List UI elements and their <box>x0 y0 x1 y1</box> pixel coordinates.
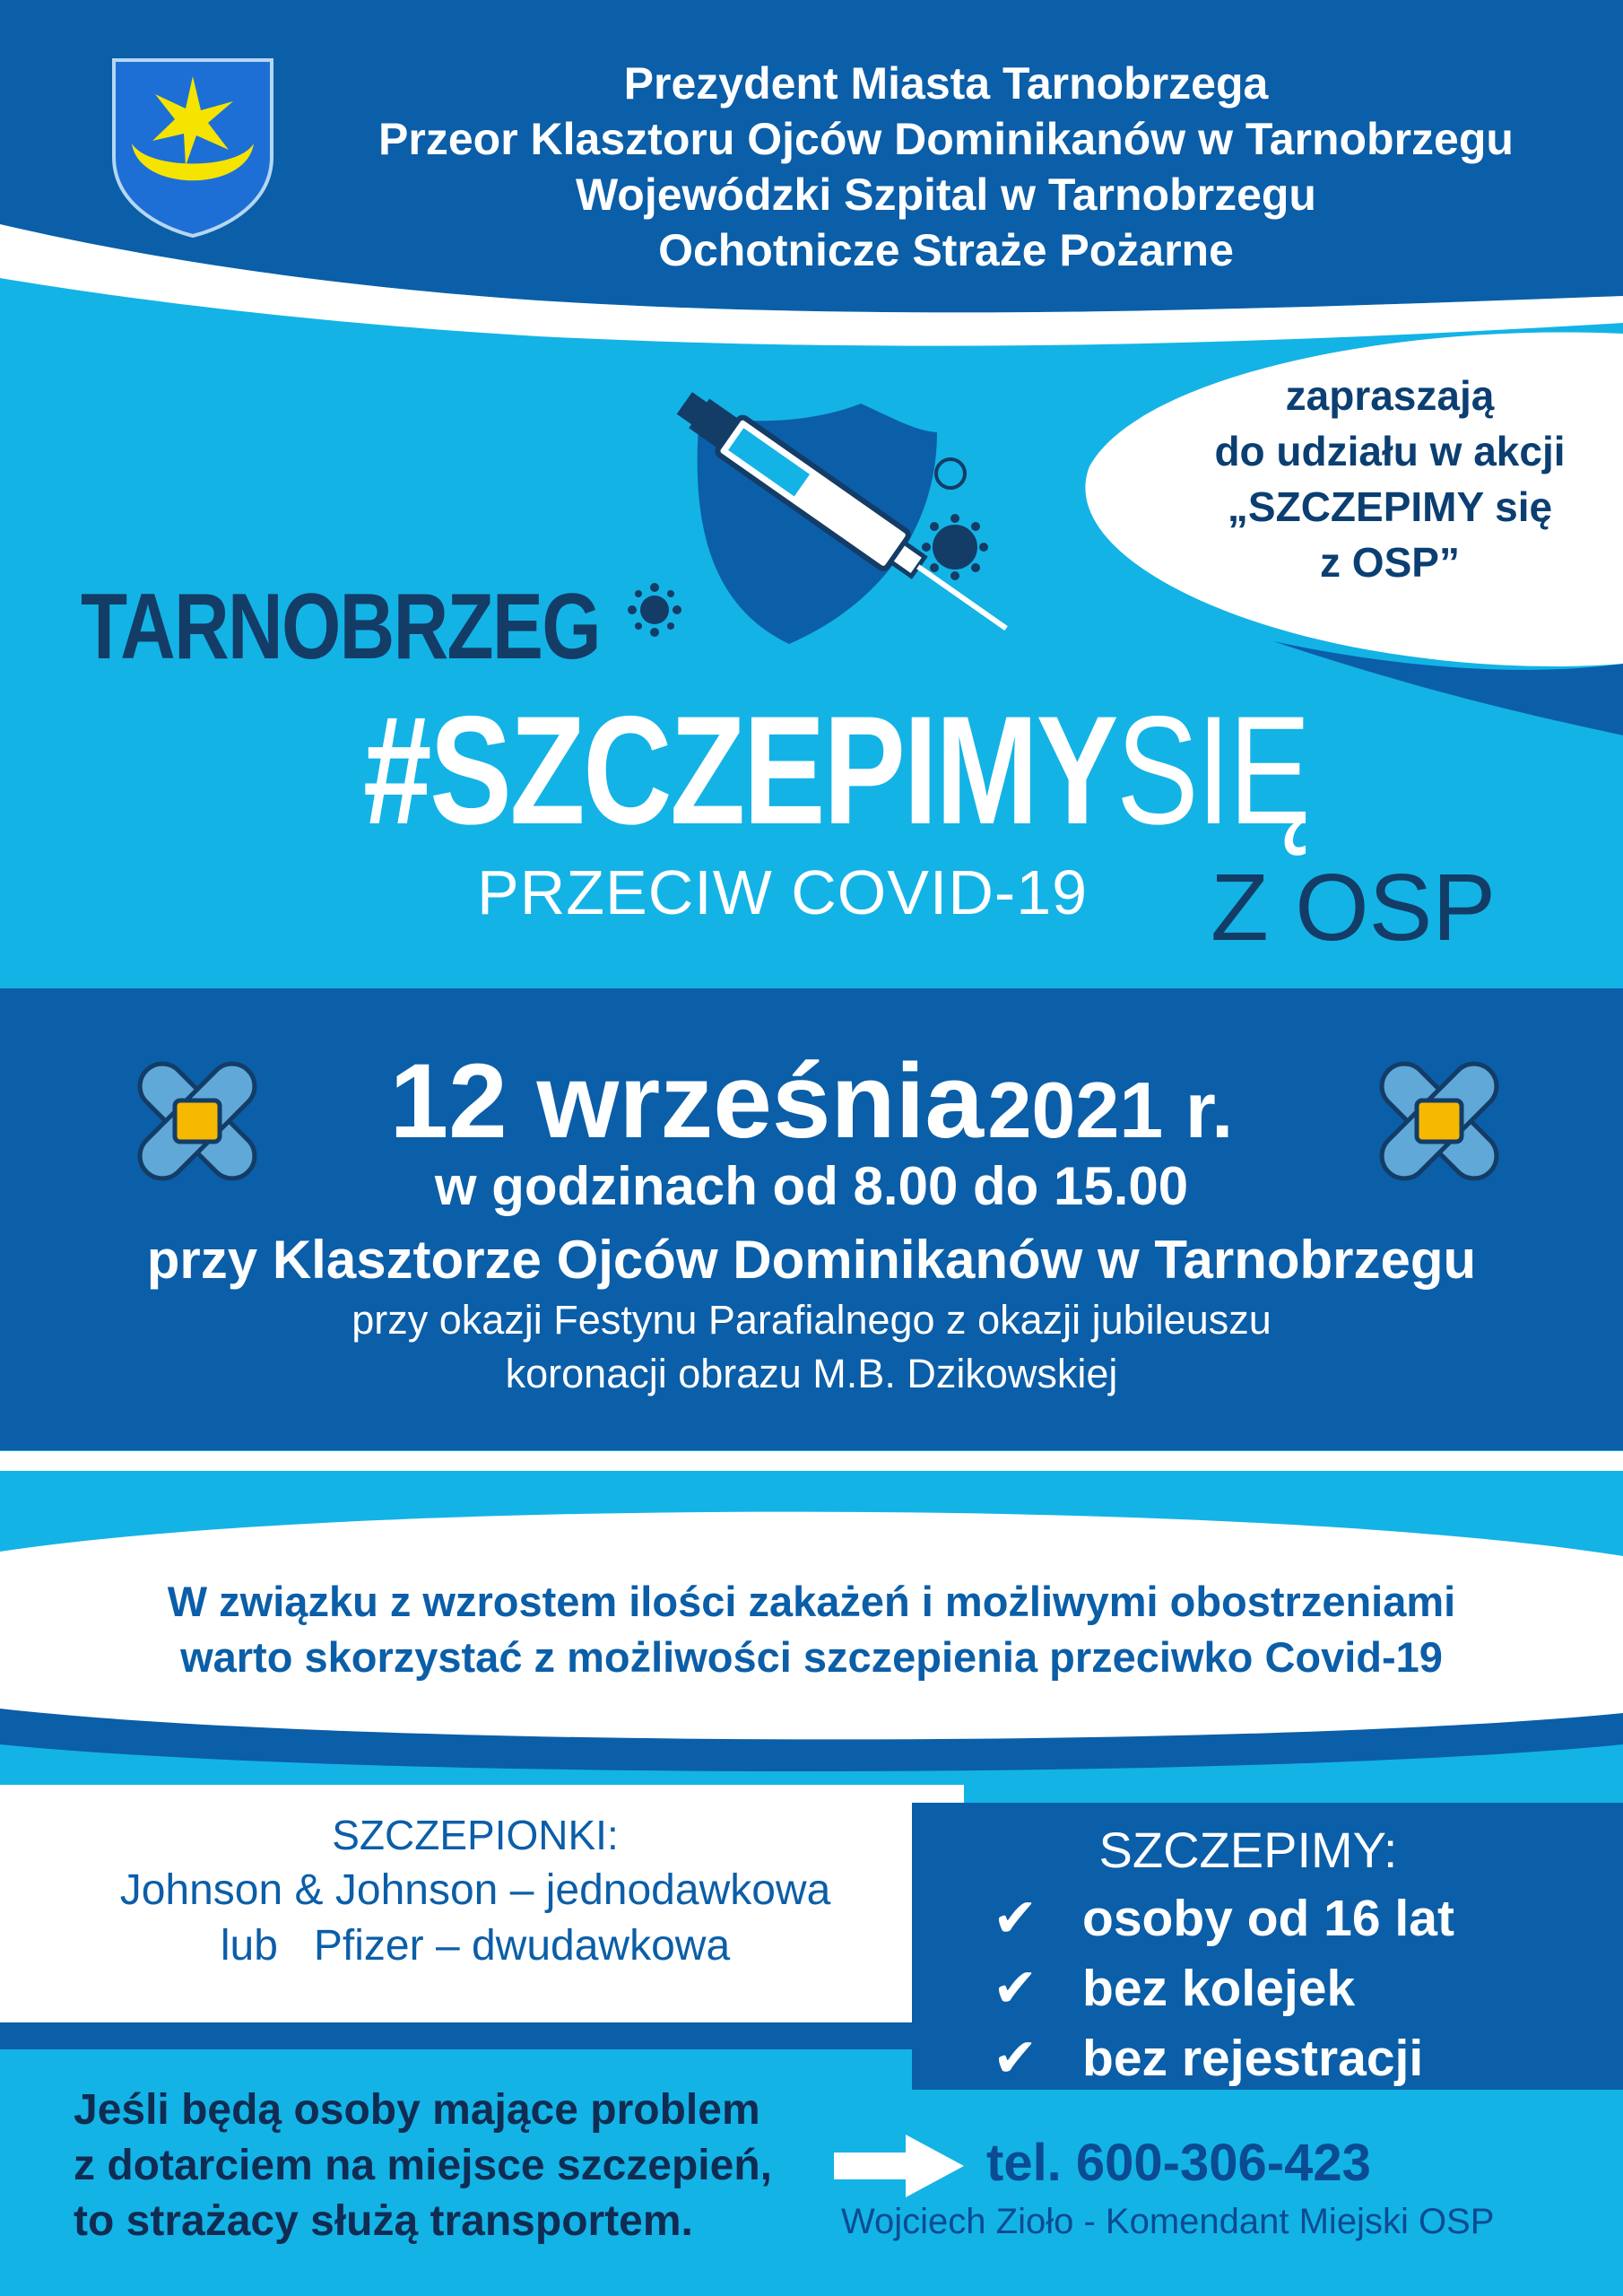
organizer-line: Przeor Klasztoru Ojców Dominikanów w Tarnobrzegu <box>378 114 1514 164</box>
organizer-line: Ochotnicze Straże Pożarne <box>658 225 1234 275</box>
vaccine-option: Johnson & Johnson – jednodawkowa <box>119 1866 831 1914</box>
transport-line: to strażacy służą transportem. <box>74 2197 693 2245</box>
vaccines-or: lub <box>220 1922 278 1970</box>
check-icon: ✔ <box>993 1888 1038 1948</box>
invite-line: do udziału w akcji <box>1214 428 1566 474</box>
vaccine-option: Pfizer – dwudawkowa <box>313 1922 731 1970</box>
title-against: PRZECIW COVID-19 <box>477 857 1089 927</box>
hashtag-thin: SIĘ <box>1115 684 1309 857</box>
title-hashtag <box>363 682 1309 859</box>
virus-icon <box>623 578 686 641</box>
contact-person: Wojciech Zioło - Komendant Miejski OSP <box>841 2202 1495 2241</box>
who-item <box>912 1888 1623 1949</box>
occasion-line: przy okazji Festynu Parafialnego z okazji jubileuszu <box>352 1297 1271 1343</box>
vaccine-option-row <box>54 1918 897 1974</box>
invite-line: „SZCZEPIMY się <box>1227 483 1553 530</box>
organizer-line: Wojewódzki Szpital w Tarnobrzegu <box>576 170 1316 220</box>
who-item-label: bez kolejek <box>1082 1960 1356 2017</box>
occasion-line: koronacji obrazu M.B. Dzikowskiej <box>505 1351 1118 1396</box>
invite-text <box>1112 368 1623 590</box>
invite-line: zapraszają <box>1285 372 1495 419</box>
hashtag-bold: #SZCZEPIMY <box>363 684 1116 857</box>
organizers-list <box>269 56 1623 278</box>
notice-text <box>0 1574 1623 1685</box>
who-item <box>912 2028 1623 2089</box>
event-date <box>0 1040 1623 1162</box>
title-osp: Z OSP <box>1211 855 1497 961</box>
event-occasion <box>0 1293 1623 1401</box>
vaccines-info <box>54 1807 897 1974</box>
event-year: 2021 r. <box>987 1065 1234 1154</box>
who-item-label: bez rejestracji <box>1082 2030 1424 2087</box>
coat-of-arms-icon <box>112 58 273 238</box>
who-item <box>912 1958 1623 2019</box>
who-heading: SZCZEPIMY: <box>1098 1822 1398 1878</box>
who-item-label: osoby od 16 lat <box>1082 1890 1454 1947</box>
notice-line: warto skorzystać z możliwości szczepienia przeciwko Covid-19 <box>180 1633 1443 1681</box>
notice-line: W związku z wzrostem ilości zakażeń i możliwymi obostrzeniami <box>167 1578 1456 1625</box>
check-icon: ✔ <box>993 1958 1038 2018</box>
event-day: 12 września <box>389 1042 984 1161</box>
transport-info <box>74 2083 772 2249</box>
event-hours: w godzinach od 8.00 do 15.00 <box>434 1156 1189 1216</box>
event-venue: przy Klasztorze Ojców Dominikanów w Tarnobrzegu <box>146 1230 1477 1290</box>
who-info <box>912 1821 1623 2089</box>
contact-phone: tel. 600-306-423 <box>986 2134 1371 2192</box>
organizer-line: Prezydent Miasta Tarnobrzega <box>623 58 1269 109</box>
transport-line: z dotarciem na miejsce szczepień, <box>74 2142 772 2189</box>
transport-line: Jeśli będą osoby mające problem <box>74 2086 760 2134</box>
title-city: TARNOBRZEG <box>81 575 600 679</box>
vaccines-heading: SZCZEPIONKI: <box>332 1812 619 1858</box>
invite-line: z OSP” <box>1320 539 1460 586</box>
check-icon: ✔ <box>993 2028 1038 2088</box>
